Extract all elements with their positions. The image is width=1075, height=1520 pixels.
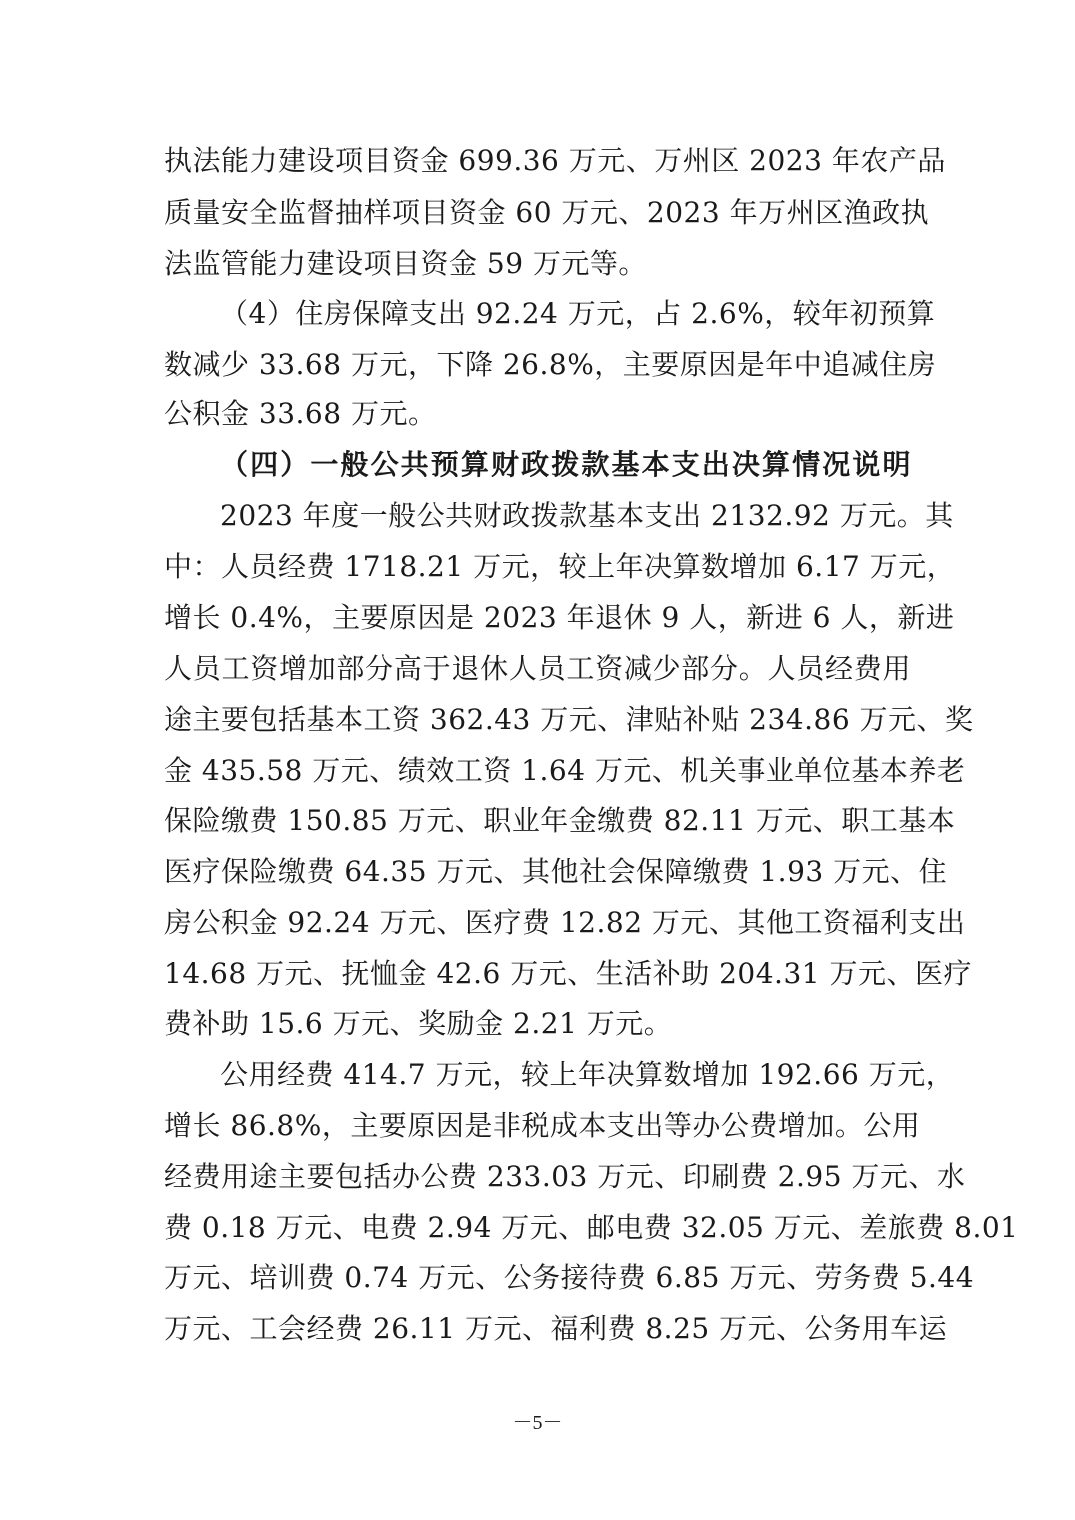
page-number: －5－: [512, 1412, 563, 1434]
body-text-line: 费补助 15.6 万元、奖励金 2.21 万元。: [164, 1007, 673, 1040]
body-text-line: 执法能力建设项目资金 699.36 万元、万州区 2023 年农产品: [164, 144, 946, 177]
body-text-line: 费 0.18 万元、电费 2.94 万元、邮电费 32.05 万元、差旅费 8.01: [164, 1211, 1019, 1244]
body-text-line: 数减少 33.68 万元，下降 26.8%，主要原因是年中追减住房: [164, 348, 937, 381]
paragraph-start-line: （4）住房保障支出 92.24 万元，占 2.6%，较年初预算: [220, 297, 936, 330]
body-text-line: 质量安全监督抽样项目资金 60 万元、2023 年万州区渔政执: [164, 196, 930, 229]
section-heading: （四）一般公共预算财政拨款基本支出决算情况说明: [220, 448, 911, 481]
body-text-line: 房公积金 92.24 万元、医疗费 12.82 万元、其他工资福利支出: [164, 906, 966, 939]
body-text-line: 人员工资增加部分高于退休人员工资减少部分。人员经费用: [164, 652, 911, 685]
body-text-line: 途主要包括基本工资 362.43 万元、津贴补贴 234.86 万元、奖: [164, 703, 974, 736]
body-text-line: 保险缴费 150.85 万元、职业年金缴费 82.11 万元、职工基本: [164, 804, 956, 837]
body-text-line: 金 435.58 万元、绩效工资 1.64 万元、机关事业单位基本养老: [164, 754, 966, 787]
body-text-line: 万元、工会经费 26.11 万元、福利费 8.25 万元、公务用车运: [164, 1312, 948, 1345]
body-text-line: 医疗保险缴费 64.35 万元、其他社会保障缴费 1.93 万元、住: [164, 855, 948, 888]
body-text-line: 增长 86.8%，主要原因是非税成本支出等办公费增加。公用: [164, 1109, 921, 1142]
body-text-line: 法监管能力建设项目资金 59 万元等。: [164, 247, 647, 280]
paragraph-start-line: 公用经费 414.7 万元，较上年决算数增加 192.66 万元，: [220, 1058, 955, 1091]
body-text-line: 万元、培训费 0.74 万元、公务接待费 6.85 万元、劳务费 5.44: [164, 1261, 975, 1294]
body-text-line: 中：人员经费 1718.21 万元，较上年决算数增加 6.17 万元，: [164, 550, 956, 583]
body-text-line: 14.68 万元、抚恤金 42.6 万元、生活补助 204.31 万元、医疗: [164, 957, 972, 990]
body-text-line: 公积金 33.68 万元。: [164, 397, 437, 430]
body-text-line: 经费用途主要包括办公费 233.03 万元、印刷费 2.95 万元、水: [164, 1160, 966, 1193]
body-text-line: 增长 0.4%，主要原因是 2023 年退休 9 人，新进 6 人，新进: [164, 601, 955, 634]
paragraph-start-line: 2023 年度一般公共财政拨款基本支出 2132.92 万元。其: [220, 499, 954, 532]
